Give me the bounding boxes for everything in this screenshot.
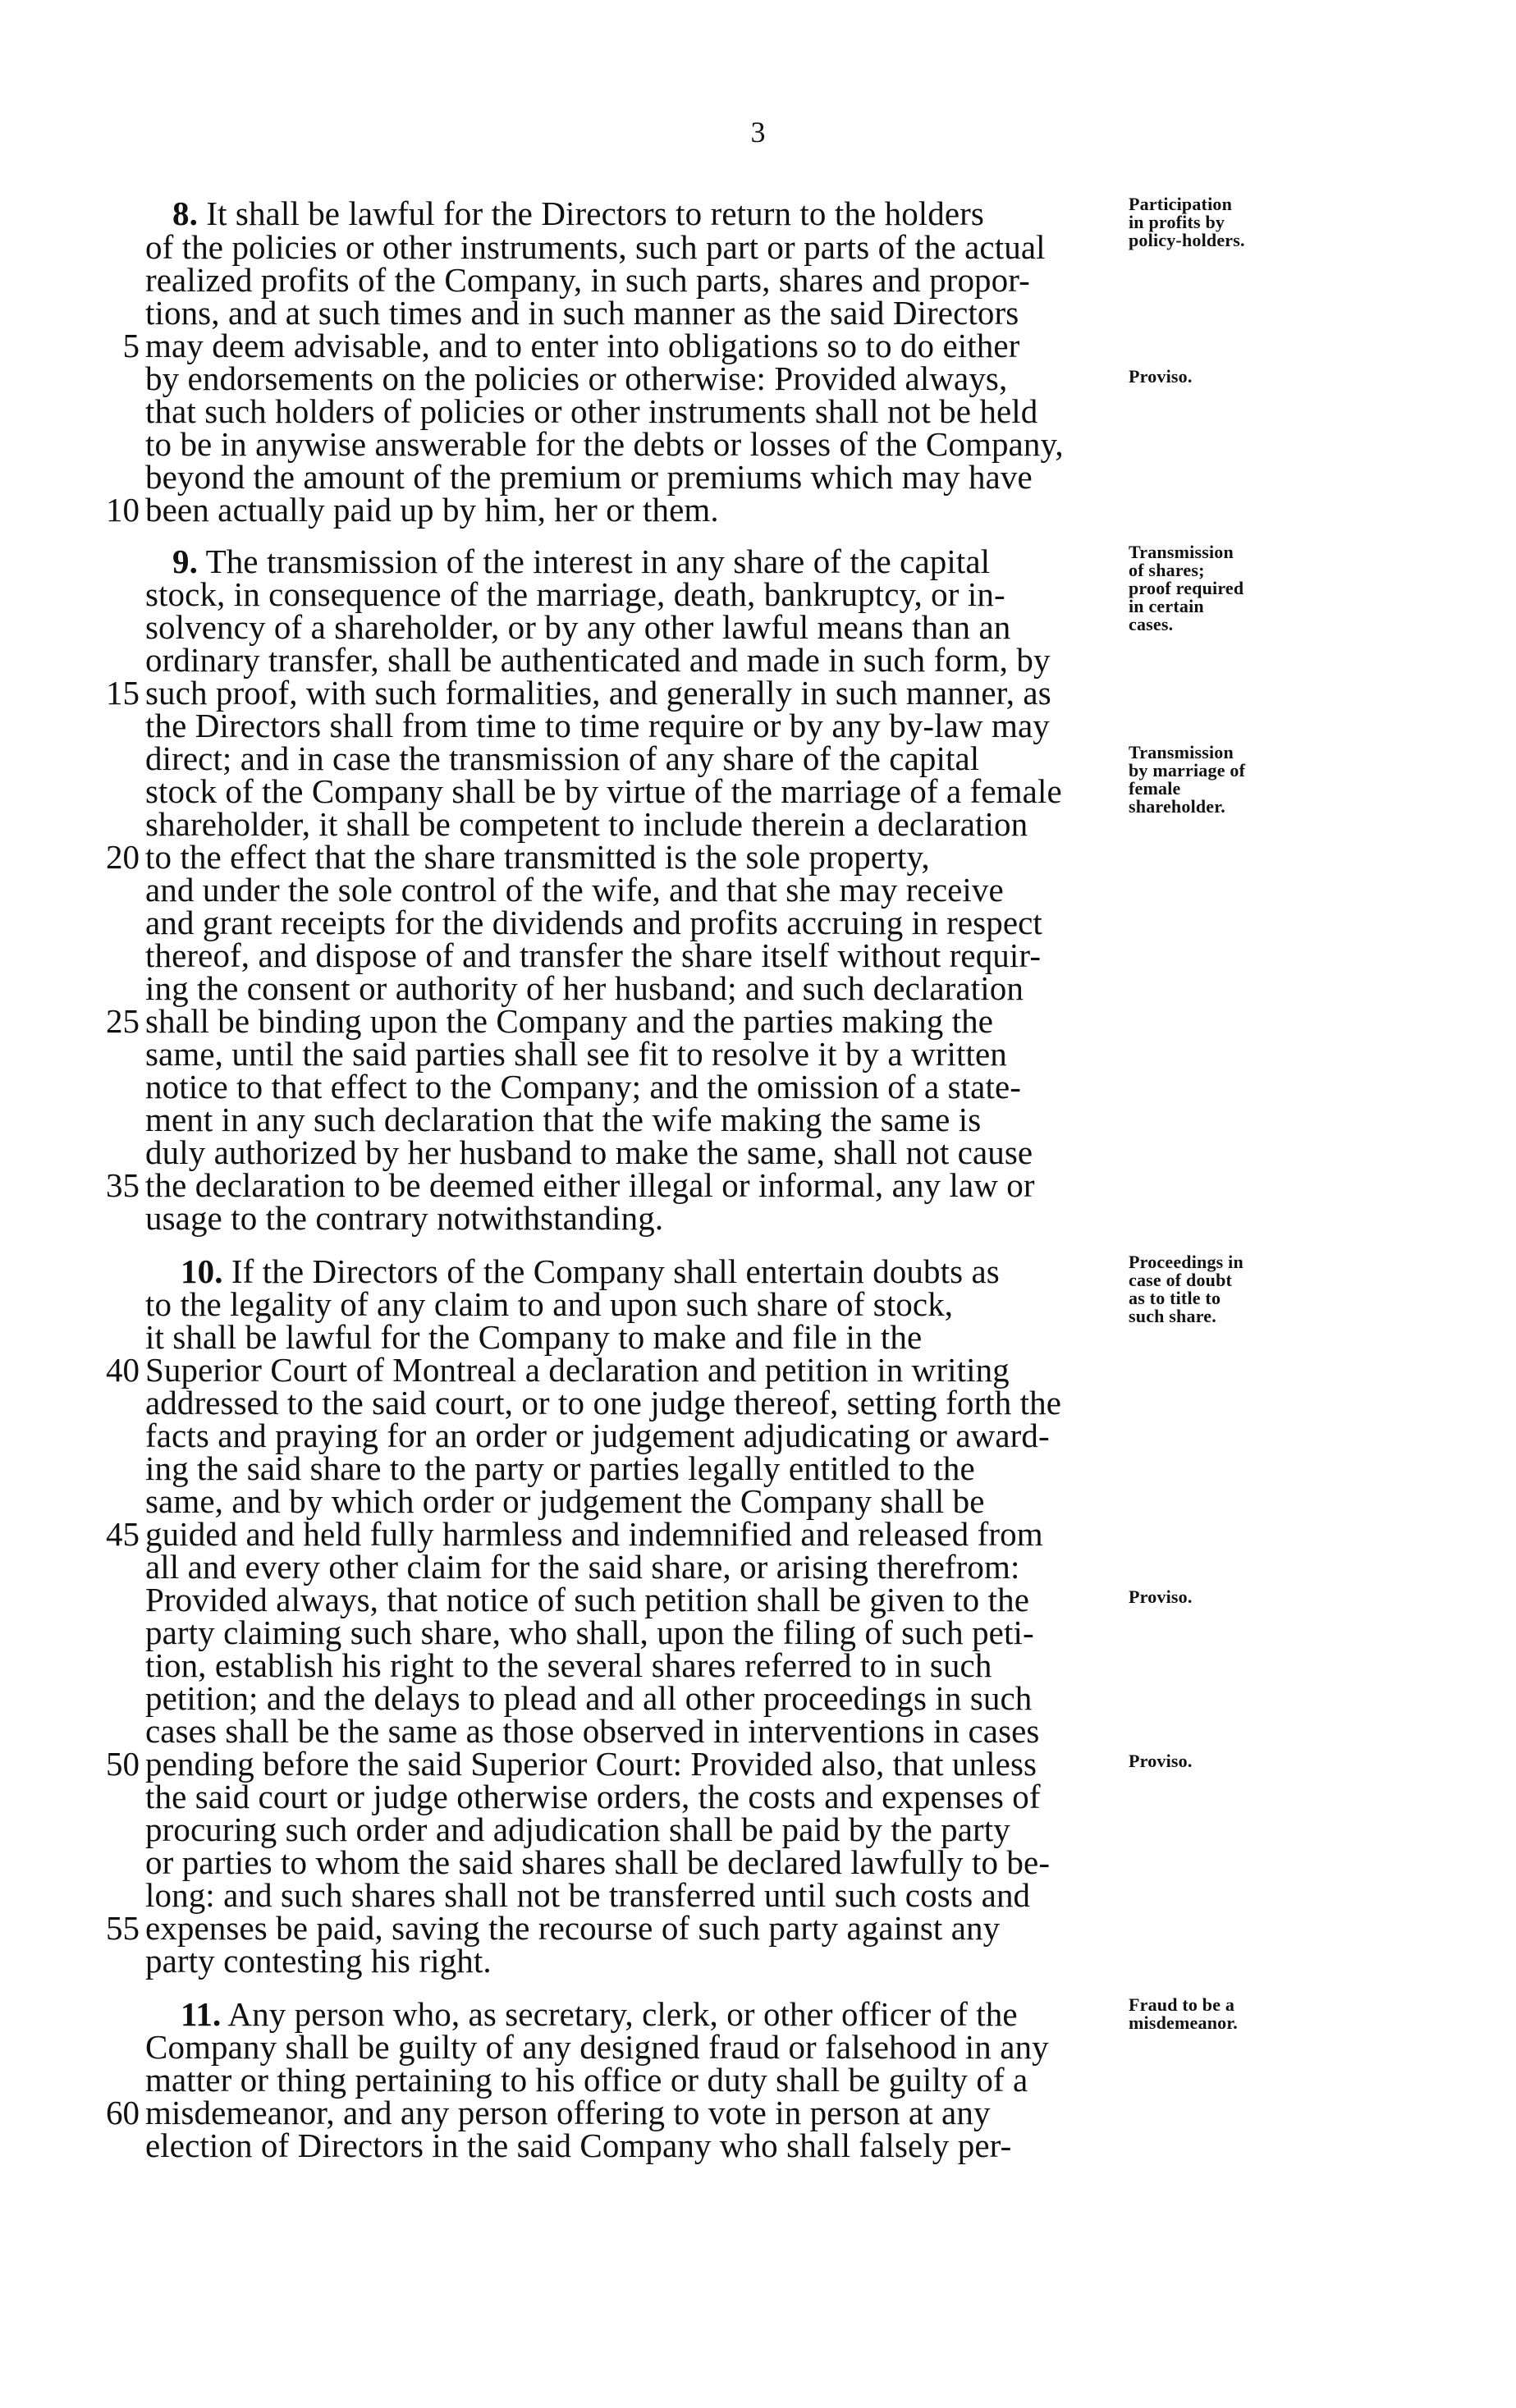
- line-number-25: 25: [106, 1002, 140, 1040]
- section-9-line-18: ment in any such declaration that the wife making the same is: [145, 1101, 982, 1138]
- section-9-line-2: stock, in consequence of the marriage, death, bankruptcy, or in-: [145, 575, 1005, 613]
- section-10-line-4: Superior Court of Montreal a declaration and petition in writing: [145, 1351, 1010, 1389]
- section-10-line-22: party contesting his right.: [145, 1942, 492, 1980]
- section-10-number: 10.: [181, 1252, 223, 1290]
- section-8-line-1: 8. It shall be lawful for the Directors to return to the holders: [172, 195, 984, 232]
- page-number: 3: [750, 116, 766, 149]
- section-8-line-8: to be in anywise answerable for the debts or losses of the Company,: [145, 425, 1064, 463]
- line-number-40: 40: [106, 1351, 140, 1389]
- section-8-line-5: may deem advisable, and to enter into obligations so to do either: [145, 327, 1020, 364]
- section-11-line-1: 11. Any person who, as secretary, clerk, or other officer of the: [181, 1995, 1018, 2033]
- section-11-line-4: misdemeanor, and any person offering to vote in person at any: [145, 2094, 991, 2131]
- section-9-line-16: same, until the said parties shall see fit to resolve it by a written: [145, 1035, 1007, 1073]
- section-9-line-13: thereof, and dispose of and transfer the share itself without requir-: [145, 936, 1042, 974]
- section-9-line-9: shareholder, it shall be competent to include therein a declaration: [145, 805, 1028, 843]
- section-10-line-8: same, and by which order or judgement the Company shall be: [145, 1482, 985, 1520]
- section-10-line-11: Provided always, that notice of such petition shall be given to the: [145, 1581, 1030, 1618]
- line-number-20: 20: [106, 838, 140, 876]
- section-10-line-5: addressed to the said court, or to one judge thereof, setting forth the: [145, 1384, 1062, 1421]
- line-number-35: 35: [106, 1166, 140, 1204]
- section-9-line-12: and grant receipts for the dividends and profits accruing in respect: [145, 904, 1042, 941]
- section-10-line-17: the said court or judge otherwise orders, the costs and expenses of: [145, 1778, 1041, 1815]
- line-number-45: 45: [106, 1515, 140, 1553]
- section-9-line-8: stock of the Company shall be by virtue of the marriage of a female: [145, 772, 1062, 810]
- section-10-line-14: petition; and the delays to plead and all other proceedings in such: [145, 1679, 1033, 1717]
- section-10-line-7: ing the said share to the party or parties legally entitled to the: [145, 1449, 975, 1487]
- margin-note-proviso-3: Proviso.: [1129, 1751, 1193, 1771]
- section-10-line-13: tion, establish his right to the several shares referred to in such: [145, 1646, 992, 1684]
- margin-note-fraud-misdemeanor: Fraud to be a misdemeanor.: [1129, 1994, 1238, 2033]
- section-10-line-16: pending before the said Superior Court: Provided also, that unless: [145, 1745, 1037, 1783]
- line-number-15: 15: [106, 674, 140, 712]
- section-10-line-9: guided and held fully harmless and indemnified and released from: [145, 1515, 1043, 1553]
- section-11-line-5: election of Directors in the said Company who shall falsely per-: [145, 2126, 1012, 2164]
- section-9-line-7: direct; and in case the transmission of any share of the capital: [145, 739, 980, 777]
- line-number-55: 55: [106, 1909, 140, 1947]
- section-10-line-12: party claiming such share, who shall, upon the filing of such peti-: [145, 1614, 1034, 1651]
- section-9-line-14: ing the consent or authority of her husband; and such declaration: [145, 969, 1024, 1007]
- section-9-line-4: ordinary transfer, shall be authenticated and made in such form, by: [145, 641, 1051, 679]
- section-10-line-18: procuring such order and adjudication shall be paid by the party: [145, 1811, 1010, 1848]
- section-9-line-1: 9. The transmission of the interest in any share of the capital: [172, 542, 991, 580]
- line-number-10: 10: [106, 491, 140, 529]
- section-8-number: 8.: [172, 195, 198, 232]
- section-9-line-3: solvency of a shareholder, or by any other lawful means than an: [145, 608, 1011, 646]
- line-number-5: 5: [122, 327, 140, 364]
- section-9-line-15: shall be binding upon the Company and the parties making the: [145, 1002, 994, 1040]
- section-10-line-10: all and every other claim for the said share, or arising therefrom:: [145, 1548, 1020, 1586]
- section-8-line-9: beyond the amount of the premium or premiums which may have: [145, 458, 1033, 496]
- section-9-line-20: the declaration to be deemed either illegal or informal, any law or: [145, 1166, 1035, 1204]
- line-number-50: 50: [106, 1745, 140, 1783]
- section-10-line-19: or parties to whom the said shares shall be declared lawfully to be-: [145, 1843, 1051, 1881]
- section-9-number: 9.: [172, 542, 198, 580]
- section-10-line-20: long: and such shares shall not be transferred until such costs and: [145, 1876, 1031, 1914]
- section-10-line-2: to the legality of any claim to and upon such share of stock,: [145, 1285, 954, 1323]
- section-10-line-21: expenses be paid, saving the recourse of such party against any: [145, 1909, 1001, 1947]
- section-9-line-10: to the effect that the share transmitted is the sole property,: [145, 838, 930, 876]
- section-8-line-2: of the policies or other instruments, such part or parts of the actual: [145, 228, 1046, 266]
- section-9-line-17: notice to that effect to the Company; and the omission of a state-: [145, 1068, 1022, 1106]
- section-10-line-15: cases shall be the same as those observed in interventions in cases: [145, 1712, 1040, 1750]
- margin-note-transmission-by-marriage: Transmission by marriage of female shareholder.: [1129, 742, 1246, 817]
- section-10-line-1: 10. If the Directors of the Company shall entertain doubts as: [181, 1252, 1000, 1290]
- section-9-line-21: usage to the contrary notwithstanding.: [145, 1199, 664, 1237]
- section-8-line-6: by endorsements on the policies or otherwise: Provided always,: [145, 359, 1008, 397]
- section-9-line-5: such proof, with such formalities, and generally in such manner, as: [145, 674, 1051, 712]
- section-11-number: 11.: [181, 1995, 222, 2033]
- margin-note-proviso-1: Proviso.: [1129, 366, 1193, 387]
- section-8-line-10: been actually paid up by him, her or them.: [145, 491, 719, 529]
- section-11-line-2: Company shall be guilty of any designed fraud or falsehood in any: [145, 2028, 1049, 2066]
- section-10-line-3: it shall be lawful for the Company to make and file in the: [145, 1318, 923, 1356]
- margin-note-proviso-2: Proviso.: [1129, 1586, 1193, 1607]
- margin-note-participation: Participation in profits by policy-holders.: [1129, 194, 1245, 250]
- line-number-60: 60: [106, 2094, 140, 2131]
- margin-note-proceedings-doubt: Proceedings in case of doubt as to title to such share.: [1129, 1252, 1243, 1326]
- section-11-line-3: matter or thing pertaining to his office or duty shall be guilty of a: [145, 2061, 1028, 2099]
- section-8-line-3: realized profits of the Company, in such parts, shares and propor-: [145, 261, 1030, 299]
- section-8-line-7: that such holders of policies or other instruments shall not be held: [145, 392, 1038, 430]
- section-8-line-4: tions, and at such times and in such manner as the said Directors: [145, 294, 1019, 332]
- section-10-line-6: facts and praying for an order or judgement adjudicating or award-: [145, 1417, 1050, 1454]
- section-9-line-11: and under the sole control of the wife, and that she may receive: [145, 871, 1004, 909]
- section-9-line-6: the Directors shall from time to time require or by any by-law may: [145, 707, 1050, 744]
- margin-note-transmission-of-shares: Transmission of shares; proof required in certain cases.: [1129, 542, 1244, 634]
- section-9-line-19: duly authorized by her husband to make the same, shall not cause: [145, 1133, 1033, 1171]
